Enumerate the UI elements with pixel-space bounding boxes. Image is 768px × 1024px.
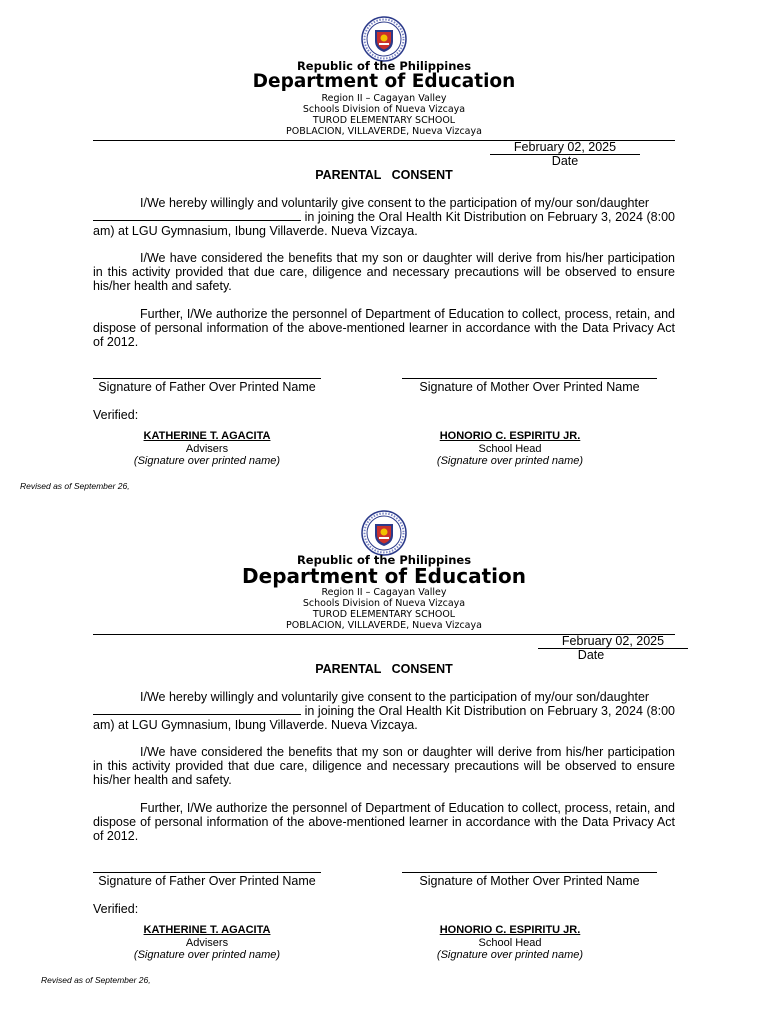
privacy-paragraph: Further, I/We authorize the personnel of Department of Education to collect, process, retain, and dispose of personal information of the above-mentioned learner in accordance with the Data Privacy Act of 2012. — [93, 801, 675, 844]
mother-signature-line[interactable]: Signature of Mother Over Printed Name — [402, 378, 657, 394]
division-line: Schools Division of Nueva Vizcaya — [302, 598, 466, 609]
adviser-note: (Signature over printed name) — [133, 455, 281, 467]
adviser-role: Advisers — [185, 442, 229, 455]
learner-name-blank[interactable] — [93, 210, 301, 221]
school-head-block — [395, 430, 625, 468]
adviser-note: (Signature over printed name) — [133, 949, 281, 961]
region-line: Region II – Cagayan Valley — [321, 587, 447, 598]
date-label: Date — [577, 648, 605, 662]
republic-heading: Republic of the Philippines — [296, 59, 472, 73]
school-head-name: HONORIO C. ESPIRITU JR. — [439, 924, 581, 936]
date-label: Date — [551, 154, 579, 168]
adviser-block — [92, 924, 322, 962]
address-line: POBLACION, VILLAVERDE, Nueva Vizcaya — [286, 620, 482, 631]
benefits-paragraph: I/We have considered the benefits that my son or daughter will derive from his/her participation in this activity provided that due care, diligence and necessary precautions will be observed to ensure his/her health and safety. — [93, 745, 675, 788]
consent-text-b: in joining the Oral Health Kit Distribution on February 3, 2024 (8:00 am) at LGU Gymnasium, Ibung Villaverde. Nueva Vizcaya. — [93, 704, 675, 733]
school-line: TUROD ELEMENTARY SCHOOL — [312, 115, 456, 126]
adviser-block — [92, 430, 322, 468]
adviser-name: KATHERINE T. AGACITA — [143, 924, 271, 936]
date-value: February 02, 2025 — [538, 634, 688, 649]
benefits-paragraph: I/We have considered the benefits that my son or daughter will derive from his/her participation in this activity provided that due care, diligence and necessary precautions will be observed to ensure his/her health and safety. — [93, 251, 675, 294]
region-line: Region II – Cagayan Valley — [321, 93, 447, 104]
republic-heading: Republic of the Philippines — [296, 553, 472, 567]
consent-text-a: I/We hereby willingly and voluntarily give consent to the participation of my/our son/daughter — [140, 196, 650, 210]
form-title: PARENTAL CONSENT — [315, 662, 453, 676]
consent-form-1 — [0, 0, 768, 496]
verified-label: Verified: — [93, 902, 139, 916]
learner-name-blank[interactable] — [93, 704, 301, 715]
department-heading: Department of Education — [252, 71, 516, 92]
mother-signature-line[interactable]: Signature of Mother Over Printed Name — [402, 872, 657, 888]
revision-note: Revised as of September 26, — [20, 481, 130, 491]
school-head-block — [395, 924, 625, 962]
consent-text-a: I/We hereby willingly and voluntarily give consent to the participation of my/our son/daughter — [140, 690, 650, 704]
revision-note: Revised as of September 26, — [41, 975, 151, 985]
school-line: TUROD ELEMENTARY SCHOOL — [312, 609, 456, 620]
father-signature-line[interactable]: Signature of Father Over Printed Name — [93, 378, 321, 394]
division-line: Schools Division of Nueva Vizcaya — [302, 104, 466, 115]
school-head-role: School Head — [478, 442, 542, 455]
school-head-name: HONORIO C. ESPIRITU JR. — [439, 430, 581, 442]
form-title: PARENTAL CONSENT — [315, 168, 453, 182]
deped-seal-icon — [361, 16, 407, 62]
adviser-role: Advisers — [185, 936, 229, 949]
date-value: February 02, 2025 — [490, 140, 640, 155]
school-head-role: School Head — [478, 936, 542, 949]
verified-label: Verified: — [93, 408, 139, 422]
deped-seal-icon — [361, 510, 407, 556]
privacy-paragraph: Further, I/We authorize the personnel of Department of Education to collect, process, retain, and dispose of personal information of the above-mentioned learner in accordance with the Data Privacy Act of 2012. — [93, 307, 675, 350]
consent-paragraph — [93, 690, 675, 733]
consent-form-2 — [0, 494, 768, 990]
department-heading: Department of Education — [242, 564, 526, 588]
school-head-note: (Signature over printed name) — [436, 455, 584, 467]
address-line: POBLACION, VILLAVERDE, Nueva Vizcaya — [286, 126, 482, 137]
school-head-note: (Signature over printed name) — [436, 949, 584, 961]
adviser-name: KATHERINE T. AGACITA — [143, 430, 271, 442]
consent-text-b: in joining the Oral Health Kit Distribution on February 3, 2024 (8:00 am) at LGU Gymnasium, Ibung Villaverde. Nueva Vizcaya. — [93, 210, 675, 239]
consent-paragraph — [93, 196, 675, 239]
father-signature-line[interactable]: Signature of Father Over Printed Name — [93, 872, 321, 888]
